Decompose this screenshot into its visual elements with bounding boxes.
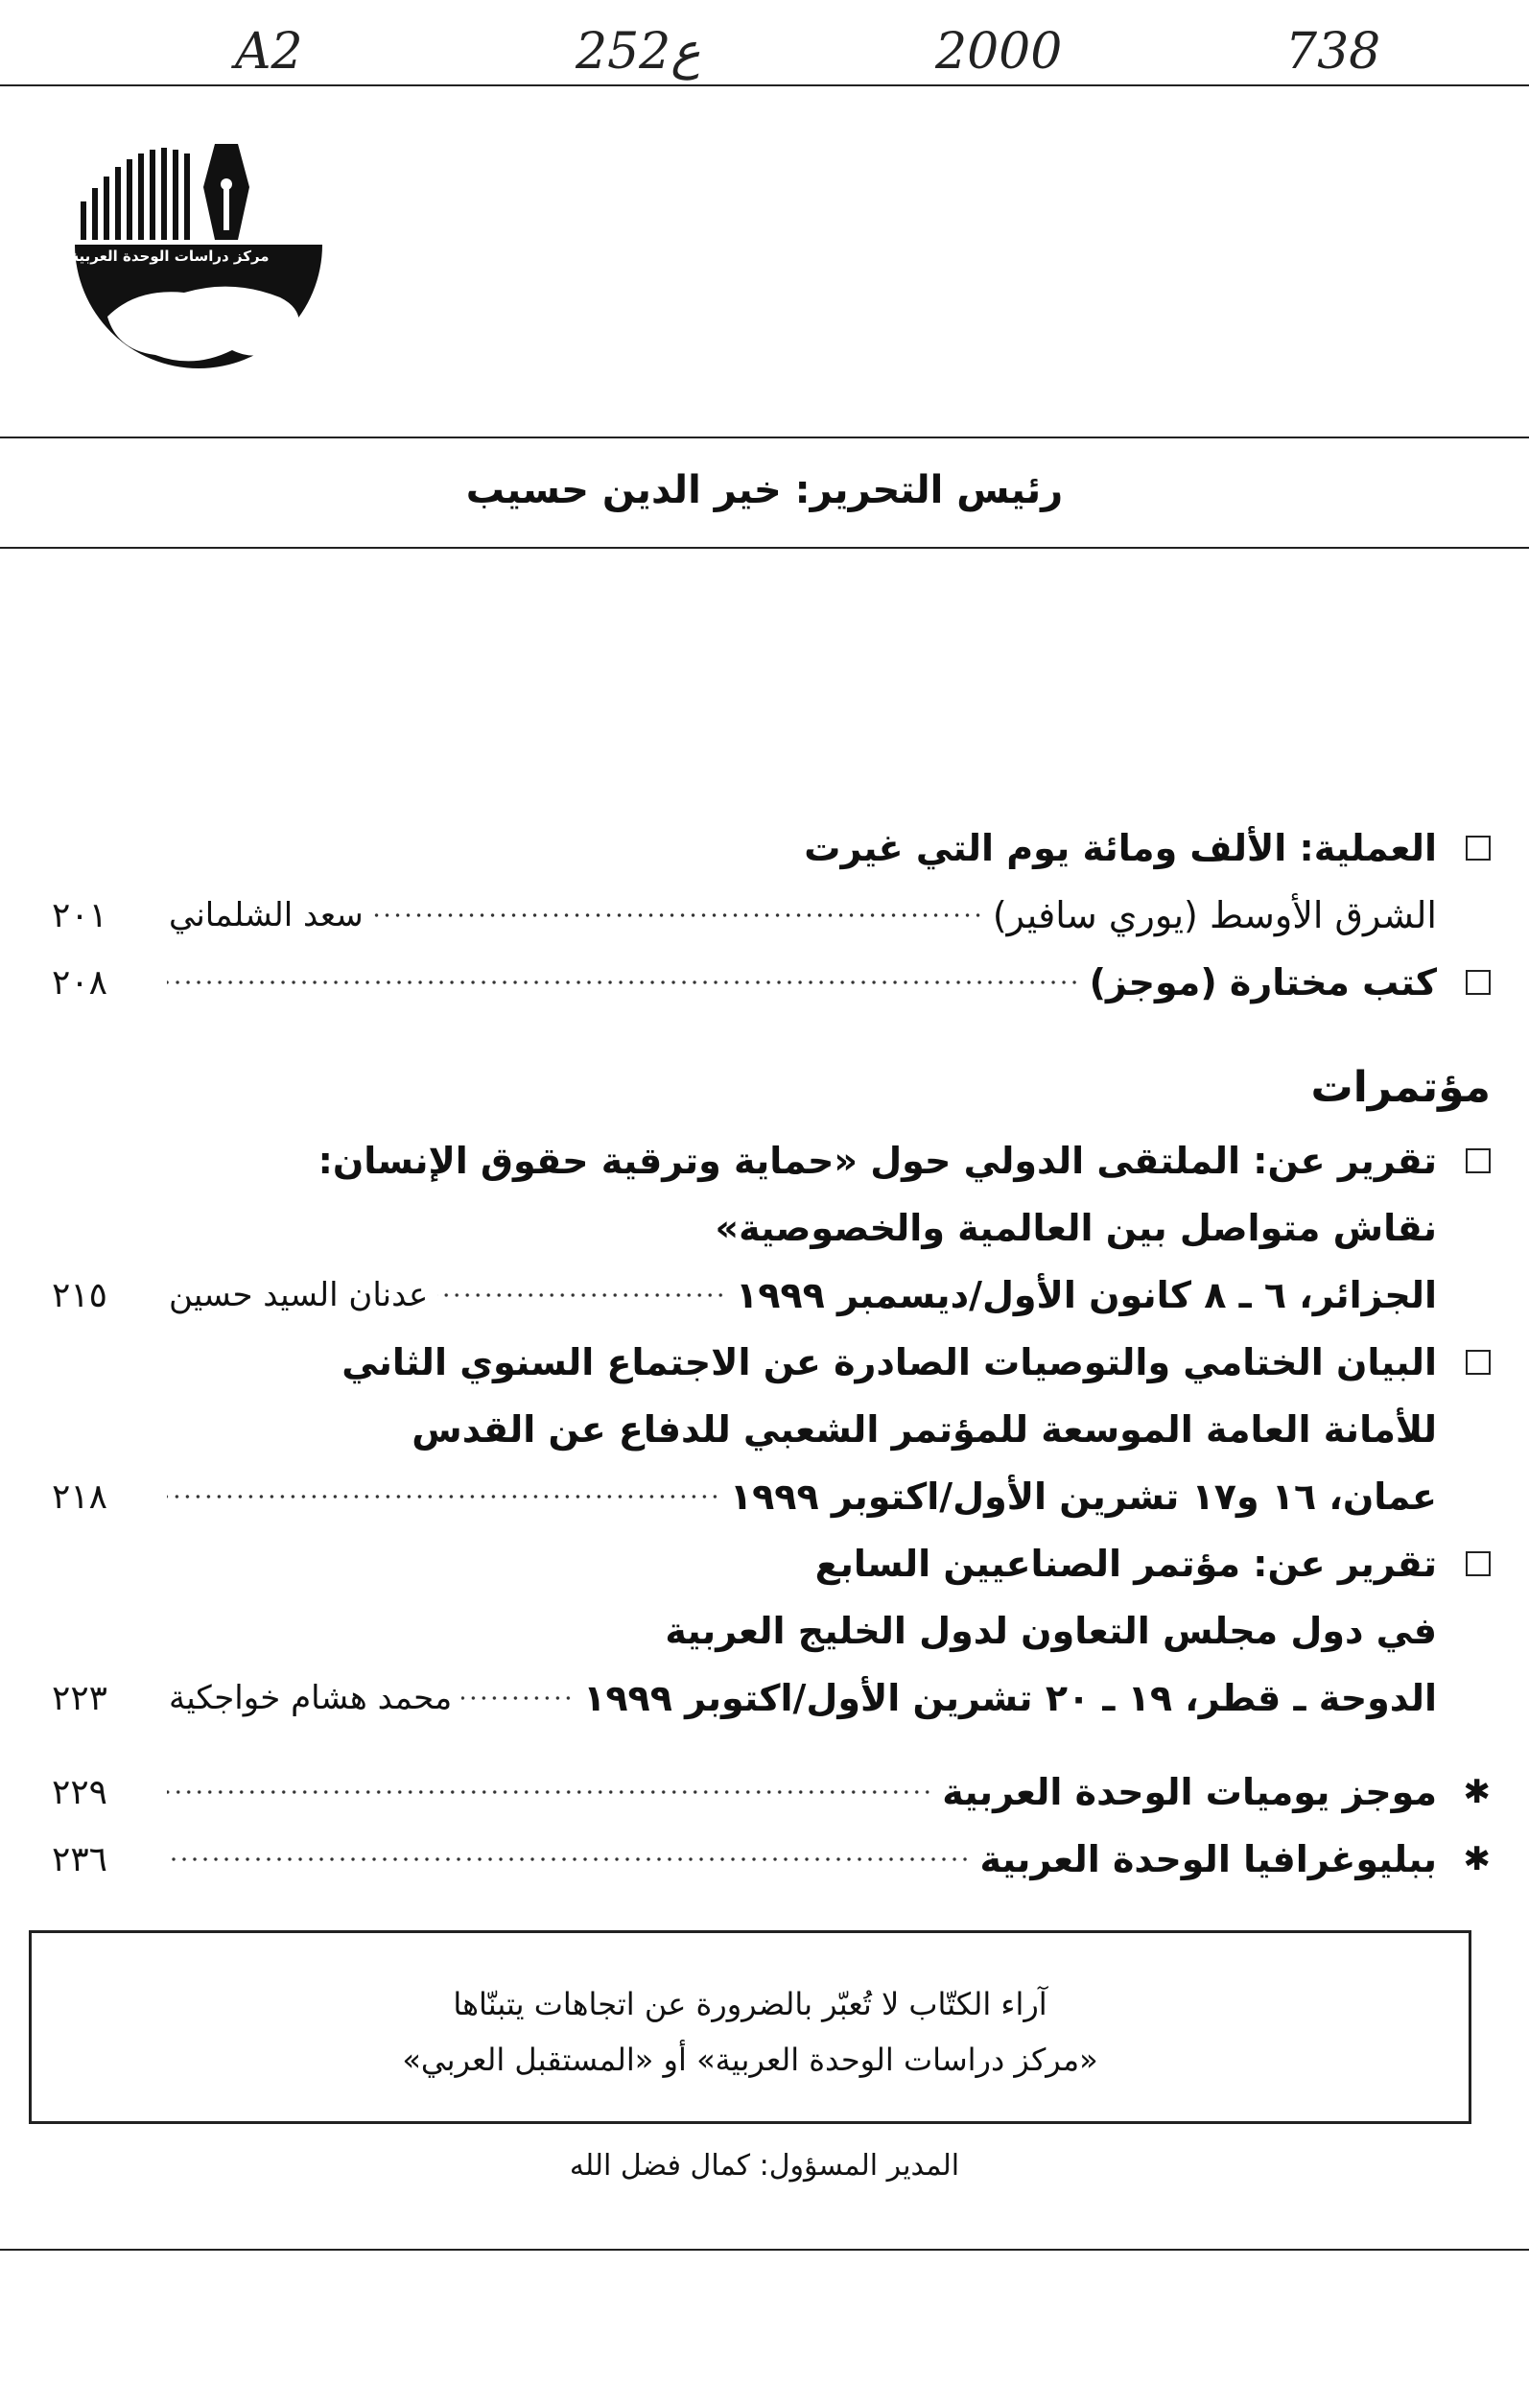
- toc-title: للأمانة العامة الموسعة للمؤتمر الشعبي للدفاع عن القدس: [412, 1408, 1437, 1451]
- toc-title: موجز يوميات الوحدة العربية: [942, 1771, 1437, 1813]
- toc-title: العملية: الألف ومائة يوم التي غيرت: [804, 827, 1437, 869]
- toc-title: الشرق الأوسط (يوري سافير): [992, 894, 1437, 936]
- toc-page-number: ٢٠١: [52, 895, 108, 935]
- toc-entry: [52, 956, 1491, 1009]
- toc-entry: [52, 1832, 1491, 1886]
- dot-leader: [167, 1787, 932, 1797]
- toc-entry: [52, 1403, 1491, 1456]
- dot-leader: [437, 1290, 726, 1300]
- asterisk-icon: ✱: [1463, 1773, 1491, 1811]
- toc-title: تقرير عن: مؤتمر الصناعيين السابع: [814, 1543, 1437, 1585]
- toc-page-number: ٢٢٣: [52, 1678, 108, 1718]
- toc-entry: [52, 1134, 1491, 1188]
- checkbox-square-icon: [1466, 1551, 1491, 1576]
- toc-title: الدوحة ـ قطر، ١٩ ـ ٢٠ تشرين الأول/اكتوبر ١٩٩٩: [583, 1677, 1437, 1719]
- handwritten-code-a: A2: [235, 23, 303, 81]
- toc-entry: [52, 821, 1491, 875]
- dot-leader: [167, 1492, 720, 1501]
- toc-page-number: ٢٣٦: [52, 1839, 108, 1879]
- toc-entry: [52, 1671, 1491, 1725]
- toc-entry: [52, 1765, 1491, 1819]
- section-heading: مؤتمرات: [1310, 1063, 1491, 1112]
- toc-title: عمان، ١٦ و١٧ تشرين الأول/اكتوبر ١٩٩٩: [729, 1475, 1437, 1518]
- toc-author: عدنان السيد حسين: [169, 1276, 429, 1314]
- toc-marker: [1452, 1773, 1491, 1811]
- dot-leader: [461, 1693, 574, 1703]
- toc-entry: [52, 1470, 1491, 1523]
- disclaimer-line-1: آراء الكتّاب لا تُعبّر بالضرورة عن اتجاهات يتبنّاها: [453, 1986, 1047, 2022]
- toc-page-number: ٢١٨: [52, 1476, 108, 1517]
- handwritten-number: 738: [1285, 23, 1381, 81]
- toc-marker: [1452, 836, 1491, 861]
- toc-page-number: ٢٠٨: [52, 962, 108, 1003]
- toc-title: كتب مختارة (موجز): [1089, 961, 1437, 1003]
- disclaimer-line-2: «مركز دراسات الوحدة العربية» أو «المستقبل العربي»: [402, 2042, 1098, 2078]
- toc-marker: [1452, 970, 1491, 995]
- toc-author: محمد هشام خواجكية: [169, 1679, 453, 1717]
- toc-page-number: ٢٢٩: [52, 1772, 108, 1812]
- toc-page-number: ٢١٥: [52, 1275, 108, 1315]
- toc-entry: [52, 1268, 1491, 1322]
- checkbox-square-icon: [1466, 970, 1491, 995]
- toc-title: البيان الختامي والتوصيات الصادرة عن الاجتماع السنوي الثاني: [341, 1341, 1437, 1383]
- handwritten-code-b: 252ع: [576, 23, 701, 81]
- managing-director: المدير المسؤول: كمال فضل الله: [569, 2149, 960, 2183]
- toc-entry: [52, 1604, 1491, 1658]
- toc-marker: [1452, 1350, 1491, 1375]
- disclaimer-box: [29, 1930, 1471, 2124]
- bottom-rule: [0, 2249, 1529, 2251]
- checkbox-square-icon: [1466, 1148, 1491, 1173]
- editor-in-chief: رئيس التحرير: خير الدين حسيب: [465, 468, 1064, 512]
- toc-title: ببليوغرافيا الوحدة العربية: [979, 1838, 1437, 1880]
- asterisk-icon: ✱: [1463, 1840, 1491, 1878]
- dot-leader: [373, 910, 983, 920]
- toc-marker: [1452, 1148, 1491, 1173]
- dot-leader: [167, 1854, 971, 1864]
- logo-label: مركز دراسات الوحدة العربية: [70, 248, 270, 265]
- toc-title: الجزائر، ٦ ـ ٨ كانون الأول/ديسمبر ١٩٩٩: [736, 1274, 1437, 1316]
- toc-title: في دول مجلس التعاون لدول الخليج العربية: [665, 1610, 1437, 1652]
- checkbox-square-icon: [1466, 836, 1491, 861]
- toc-entry: [52, 888, 1491, 942]
- dot-leader: [167, 978, 1080, 987]
- toc-marker: [1452, 1551, 1491, 1576]
- toc-marker: [1452, 1840, 1491, 1878]
- toc-entry: [52, 1537, 1491, 1591]
- handwritten-year: 2000: [935, 23, 1063, 81]
- toc-entry: [52, 1201, 1491, 1255]
- toc-author: سعد الشلماني: [169, 896, 364, 934]
- checkbox-square-icon: [1466, 1350, 1491, 1375]
- toc-title: نقاش متواصل بين العالمية والخصوصية»: [715, 1207, 1437, 1249]
- toc-title: تقرير عن: الملتقى الدولي حول «حماية وترقية حقوق الإنسان:: [318, 1140, 1437, 1182]
- toc-entry: [52, 1335, 1491, 1389]
